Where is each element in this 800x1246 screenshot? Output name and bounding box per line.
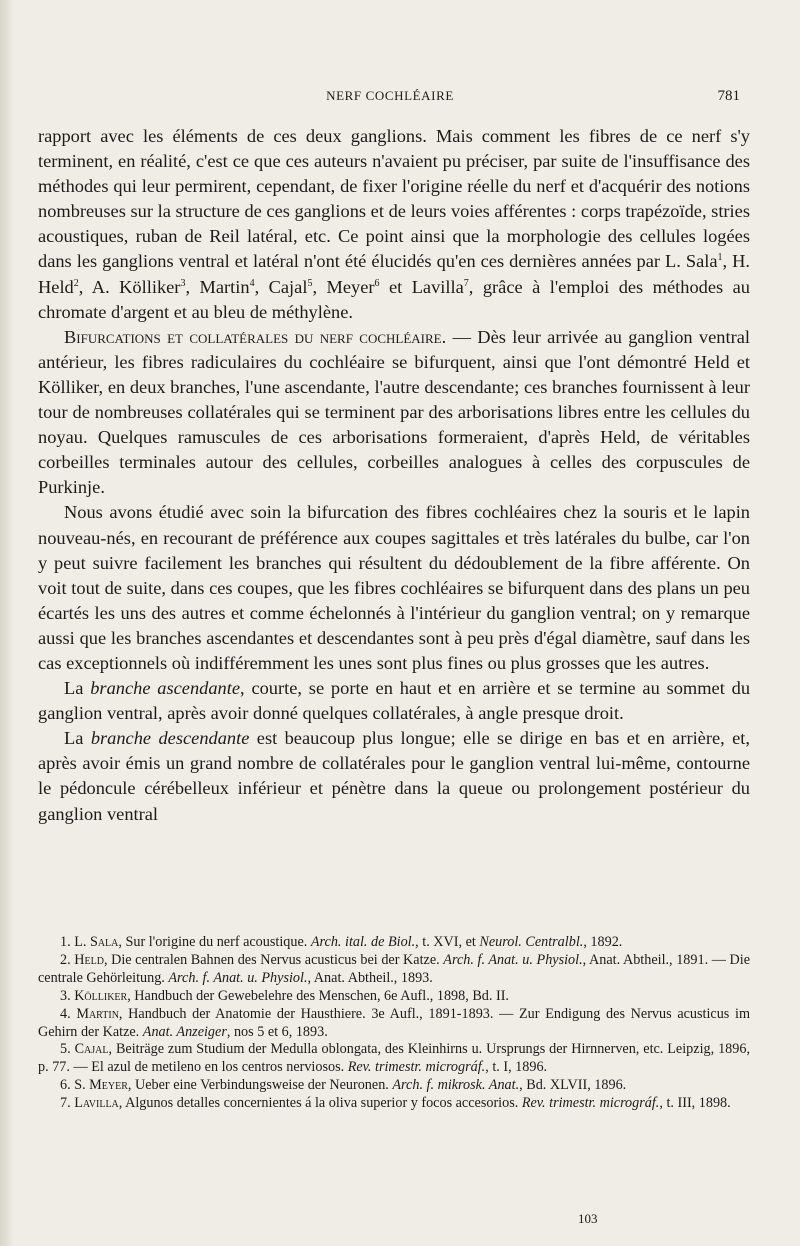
paragraph-5: La branche descendante est beaucoup plus longue; elle se dirige en bas et en arrière, et, après avoir émis un grand nombre de collatérales pour le ganglion ventral lui-même, contourne le pédoncule cérébelleux inférieur et pénètre dans la queue ou prolongement postérieur du ganglion ventral <box>38 728 750 824</box>
paragraph-2: Bifurcations et collatérales du nerf cochléaire. — Dès leur arrivée au ganglion ventral antérieur, les fibres radiculaires du cochléaire se bifurquent, ainsi que l'ont démontré Held et Kölliker, en deux branches, l'une ascendante, l'autre descendante; ces branches fournissent à leur tour de nombreuses collatérales qui se terminent par des arborisations libres entre les cellules du noyau. Quelques ramuscules de ces arborisations formeraient, d'après Held, de véritables corbeilles terminales autour des cellules, corbeilles analogues à celles des corpuscules de Purkinje. <box>38 326 750 498</box>
paragraph-4: La branche ascendante, courte, se porte en haut et en arrière et se termine au sommet du ganglion ventral, après avoir donné quelques collatérales, à angle presque droit. <box>38 678 751 724</box>
term-branche-ascendante: branche ascendante <box>90 678 241 699</box>
paragraph-1: rapport avec les éléments de ces deux ganglions. Mais comment les fibres de ce nerf s'y terminent, en réalité, c'est ce que ces auteurs n'avaient pu préciser, par suite de l'insuffisance des méthodes qui leur permirent, cependant, de fixer l'origine réelle du nerf et d'acquérir des notions nombreuses sur la structure de ces ganglions et de leurs voies afférentes : corps trapézoïde, stries acoustiques, ruban de Reil latéral, etc. Ce point ainsi que la morphologie des cellules logées dans les ganglions ventral et latéral n'ont été élucidés qu'en ces dernières années par L. Sala$^1$, H. Held$^2$, A. Kölliker$^3$, Martin$^4$, Cajal$^5$, Meyer$^6$ et Lavilla$^7$, grâce à l'emploi des méthodes au chromate d'argent et au bleu de méthylène. <box>38 126 750 322</box>
footnote-7: 7. Lavilla, Algunos detalles concernientes á la oliva superior y focos accesorios. Rev. trimestr. micrográf., t. III, 1898. <box>60 1095 731 1112</box>
footnote-ref-5: 5 <box>307 277 313 289</box>
paragraph-3: Nous avons étudié avec soin la bifurcation des fibres cochléaires chez la souris et le lapin nouveau-nés, en recourant de préférence aux coupes sagittales et très latérales du bulbe, car l'on y peut suivre facilement les branches qui résultent du dédoublement de la fibre afférente. On voit tout de suite, dans ces coupes, que les fibres cochléaires se bifurquent dans des plans un peu écartés les uns des autres et comme échelonnés à l'intérieur du ganglion ventral; on y remarque aussi que les branches ascendantes et descendantes sont à peu près d'égal diamètre, sauf dans les cas exceptionnels où indifféremment les unes sont plus fines ou plus grosses que les autres. <box>38 502 750 673</box>
section-heading: Bifurcations et collatérales du nerf cochléaire. <box>64 326 447 347</box>
footnote-3: 3. Kölliker, Handbuch der Gewebelehre des Menschen, 6e Aufl., 1898, Bd. II. <box>60 987 509 1004</box>
footnotes <box>38 934 750 1113</box>
footnote-ref-4: 4 <box>249 277 255 289</box>
footnote-4: 4. Martin, Handbuch der Anatomie der Hausthiere. 3e Aufl., 1891-1893. — Zur Endigung des Nervus acusticus im Gehirn der Katze. Anat. Anzeiger, nos 5 et 6, 1893. <box>38 1005 750 1040</box>
footnote-ref-6: 6 <box>374 277 380 289</box>
footnote-ref-1: 1 <box>717 252 723 264</box>
main-text <box>38 124 750 827</box>
footnote-ref-7: 7 <box>463 277 469 289</box>
page-header <box>40 88 740 110</box>
footnote-5: 5. Cajal, Beiträge zum Studium der Medulla oblongata, des Kleinhirns u. Ursprungs der Hirnnerven, etc. Leipzig, 1896, p. 77. — El azul de metileno en los centros nerviosos. Rev. trimestr. micrográf., t. I, 1896. <box>38 1041 750 1076</box>
footnote-ref-2: 2 <box>73 277 79 289</box>
page-number: 781 <box>717 88 740 104</box>
footnote-6: 6. S. Meyer, Ueber eine Verbindungsweise der Neuronen. Arch. f. mikrosk. Anat., Bd. XLVII, 1896. <box>60 1077 627 1094</box>
term-branche-descendante: branche descendante <box>90 728 250 749</box>
signature-folio: 103 <box>578 1211 598 1226</box>
footnote-ref-3: 3 <box>180 277 186 289</box>
running-head: NERF COCHLÉAIRE <box>326 88 454 103</box>
page-gutter-shadow <box>0 0 14 1246</box>
footnote-2: 2. Held, Die centralen Bahnen des Nervus acusticus bei der Katze. Arch. f. Anat. u. Physiol., Anat. Abtheil., 1891. — Die centrale Gehörleitung. Arch. f. Anat. u. Physiol., Anat. Abtheil., 1893. <box>38 951 751 986</box>
footnote-1: 1. L. Sala, Sur l'origine du nerf acoustique. Arch. ital. de Biol., t. XVI, et Neurol. Centralbl., 1892. <box>60 934 623 950</box>
